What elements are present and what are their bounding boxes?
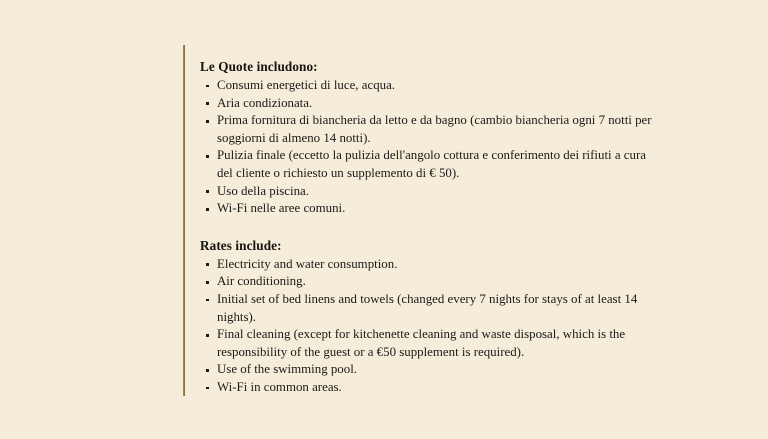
inclusions-list-english (200, 256, 652, 397)
section-heading-italian: Le Quote includono: (200, 59, 318, 74)
list-item: Use of the swimming pool. (200, 361, 652, 379)
section-heading-english: Rates include: (200, 237, 282, 253)
inclusions-list-italian (200, 77, 652, 218)
section-italian (200, 58, 652, 218)
list-item: Electricity and water consumption. (200, 256, 652, 274)
content-column (200, 58, 652, 397)
list-item: Wi-Fi nelle aree comuni. (200, 200, 652, 218)
section-english (200, 237, 652, 397)
list-item: Consumi energetici di luce, acqua. (200, 77, 652, 95)
list-item: Aria condizionata. (200, 95, 652, 113)
list-item: Final cleaning (except for kitchenette cleaning and waste disposal, which is the responsibility of the guest or a €50 supplement is required). (200, 326, 652, 361)
list-item: Pulizia finale (eccetto la pulizia dell'angolo cottura e conferimento dei rifiuti a cura del cliente o richiesto un supplemento di € 50). (200, 147, 652, 182)
list-item: Air conditioning. (200, 273, 652, 291)
list-item: Prima fornitura di biancheria da letto e da bagno (cambio biancheria ogni 7 notti per soggiorni di almeno 14 notti). (200, 112, 652, 147)
vertical-accent-bar (183, 45, 185, 396)
list-item: Uso della piscina. (200, 183, 652, 201)
list-item: Initial set of bed linens and towels (changed every 7 nights for stays of at least 14 nights). (200, 291, 652, 326)
list-item: Wi-Fi in common areas. (200, 379, 652, 397)
